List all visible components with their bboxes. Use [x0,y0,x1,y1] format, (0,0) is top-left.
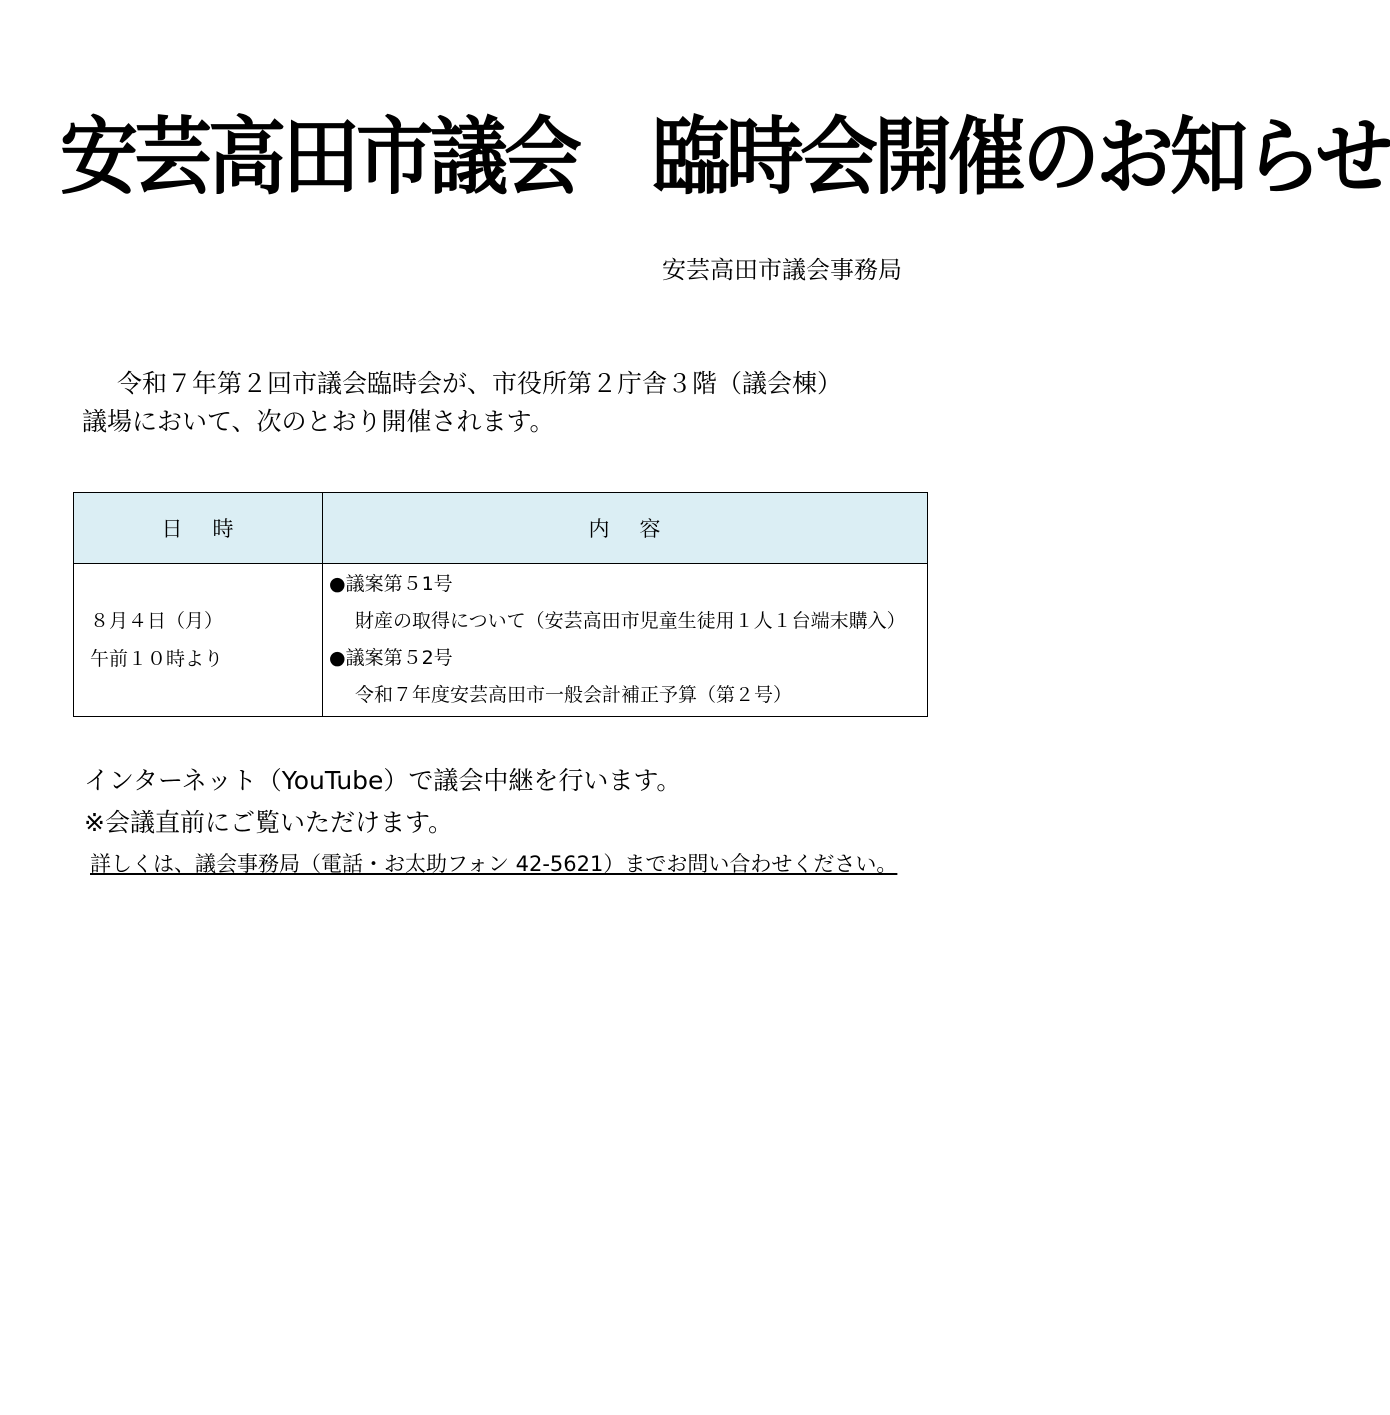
intro-line-2: 議場において、次のとおり開催されます。 [82,407,555,436]
intro-line-1: 令和７年第２回市議会臨時会が、市役所第２庁舎３階（議会棟） [117,369,843,398]
date-line: ８月４日（月） [90,610,224,632]
agenda-item-52-title: 令和７年度安芸高田市一般会計補正予算（第２号） [355,684,793,706]
broadcast-notice-line-1: インターネット（YouTube）で議会中継を行います。 [84,766,682,795]
schedule-table [73,492,928,717]
contact-info: 詳しくは、議会事務局（電話・お太助フォン 42-5621）までお問い合わせください。 [90,852,898,876]
table-row [74,564,928,717]
intro-paragraph [82,365,932,441]
header-content: 内容 [323,493,928,564]
organization-name: 安芸高田市議会事務局 [662,256,902,284]
content-cell [323,564,928,717]
date-cell [74,564,323,717]
broadcast-notice-line-2: ※会議直前にご覧いただけます。 [84,808,453,837]
header-date: 日時 [74,493,323,564]
time-line: 午前１０時より [90,648,224,670]
agenda-item-51-number: ●議案第５1号 [329,573,453,595]
agenda-item-51-title: 財産の取得について（安芸高田市児童生徒用１人１台端末購入） [355,610,906,632]
broadcast-notice [84,760,681,844]
agenda-item-52-number: ●議案第５2号 [329,647,453,669]
table-header-row [74,493,928,564]
page-title: 安芸高田市議会 臨時会開催のお知らせ [60,109,1390,207]
